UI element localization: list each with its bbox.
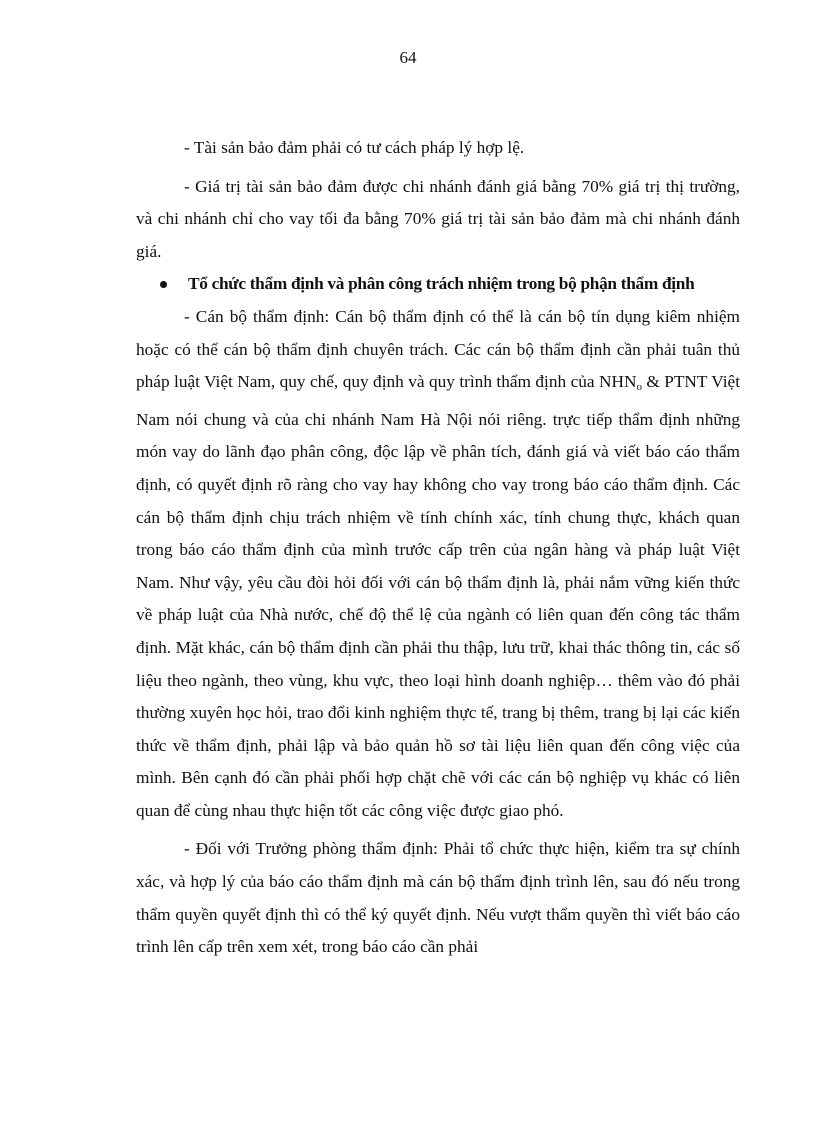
paragraph-head-of-appraisal: - Đối với Trưởng phòng thẩm định: Phải tổ chức thực hiện, kiểm tra sự chính xác, và hợp lý của báo cáo thẩm định mà cán bộ thẩm định trình lên, sau đó nếu trong thẩm quyền quyết định thì có thể ký quyết định. Nếu vượt thẩm quyền thì viết báo cáo trình lên cấp trên xem xét, trong báo cáo cần phải <box>136 839 740 957</box>
paragraph-collateral-value: - Giá trị tài sản bảo đảm được chi nhánh đánh giá bằng 70% giá trị thị trường, và chi nhánh chỉ cho vay tối đa bằng 70% giá trị tài sản bảo đảm mà chi nhánh đánh giá. <box>136 176 740 261</box>
paragraph-collateral-legal: - Tài sản bảo đảm phải có tư cách pháp lý hợp lệ. <box>184 138 525 157</box>
section-heading <box>136 268 740 301</box>
bullet-icon <box>160 281 167 288</box>
paragraph-appraisal-officer: - Cán bộ thẩm định: Cán bộ thẩm định có thể là cán bộ tín dụng kiêm nhiệm hoặc có thể cán bộ thẩm định chuyên trách. Các cán bộ thẩm định cần phải tuân thủ pháp luật Việt Nam, quy chế, quy định và quy trình thẩm định của $NHN_o$ & PTNT Việt Nam nói chung và của chi nhánh Nam Hà Nội nói riêng. trực tiếp thẩm định những món vay do lãnh đạo phân công, độc lập về phân tích, đánh giá và viết báo cáo thẩm định, có quyết định rõ ràng cho vay hay không cho vay trong báo cáo thẩm định. Các cán bộ thẩm định chịu trách nhiệm về tính chính xác, tính chung thực, khách quan trong báo cáo thẩm định của mình trước cấp trên của ngân hàng và pháp luật Việt Nam. Như vậy, yêu cầu đòi hỏi đối với cán bộ thẩm định là, phải nắm vững kiến thức về pháp luật của Nhà nước, chế độ thể lệ của ngành có liên quan đến công tác thẩm định. Mặt khác, cán bộ thẩm định cần phải thu thập, lưu trữ, khai thác thông tin, các số liệu theo ngành, theo vùng, khu vực, theo loại hình doanh nghiệp… thêm vào đó phải thường xuyên học hỏi, trao đổi kinh nghiệm thực tế, trang bị thêm, trang bị lại các kiến thức về thẩm định, phải lập và bảo quản hồ sơ tài liệu liên quan đến công việc của mình. Bên cạnh đó cần phải phối hợp chặt chẽ với các cán bộ nghiệp vụ khác có liên quan để cùng nhau thực hiện tốt các công việc được giao phó. <box>136 306 740 820</box>
page-number: 64 <box>399 48 417 67</box>
document-body <box>136 132 740 964</box>
section-heading-text: Tổ chức thẩm định và phân công trách nhiệm trong bộ phận thẩm định <box>188 274 695 294</box>
